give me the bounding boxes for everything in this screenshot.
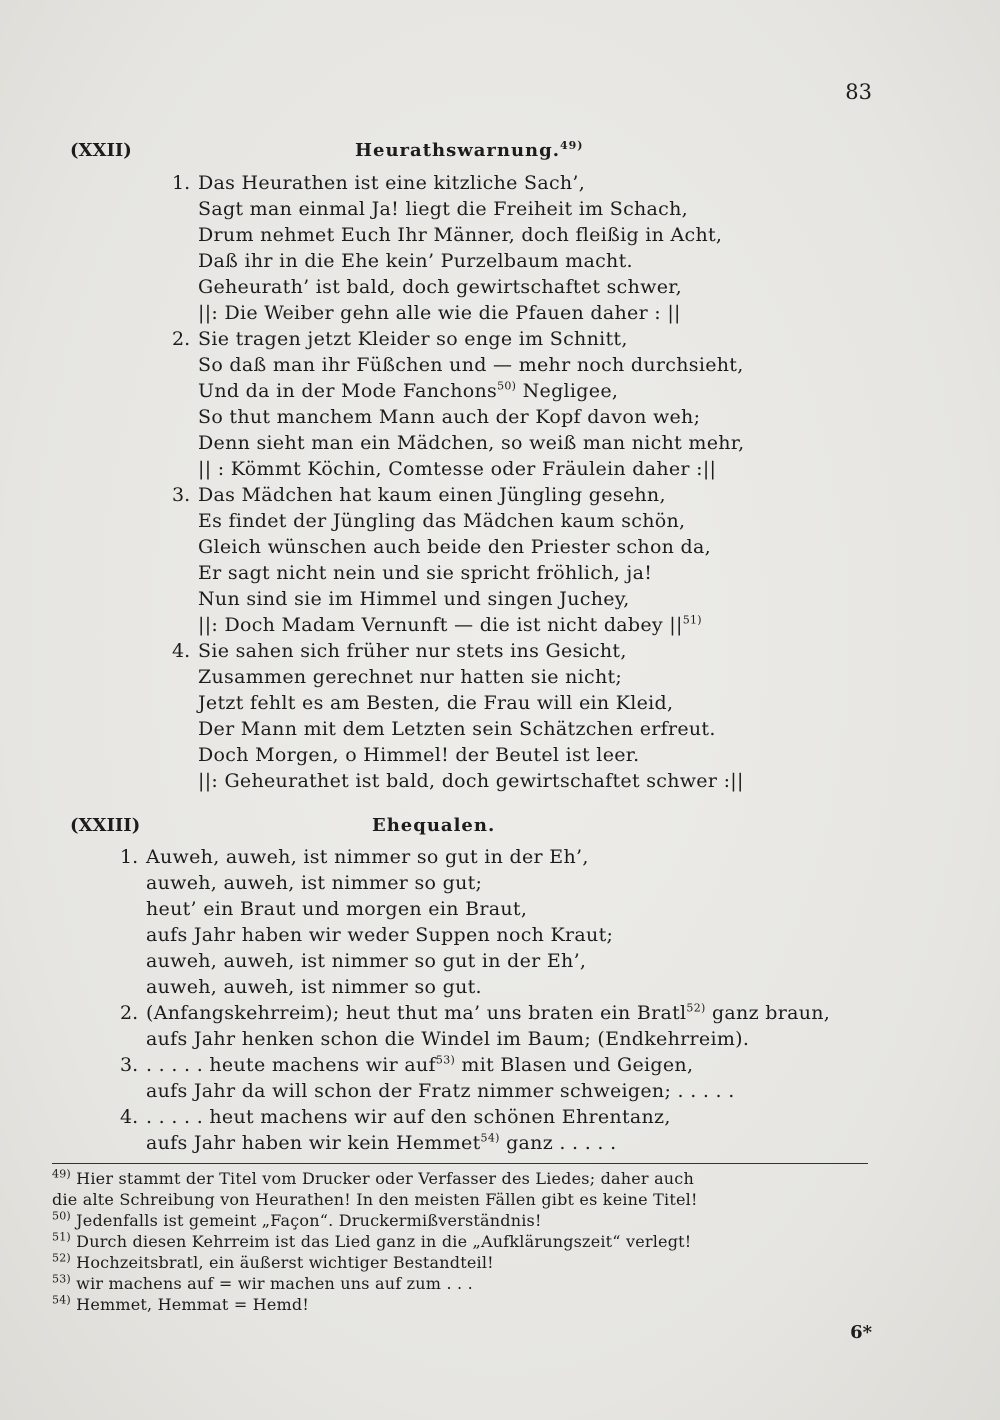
verse-line: Nun sind sie im Himmel und singen Juchey, bbox=[198, 588, 630, 610]
verse-text: ||: Doch Madam Vernunft — die ist nicht dabey || bbox=[198, 614, 683, 636]
footnote-number: 52) bbox=[52, 1251, 71, 1265]
footnote-number: 53) bbox=[52, 1272, 71, 1286]
footnote-number: 49) bbox=[52, 1167, 71, 1181]
footnote bbox=[52, 1168, 694, 1189]
footnote-text: Hemmet, Hemmat = Hemd! bbox=[70, 1295, 309, 1314]
section-number: (XXIII) bbox=[70, 815, 141, 836]
footnote-ref: 54) bbox=[480, 1131, 500, 1145]
footnote-ref: 53) bbox=[435, 1053, 456, 1067]
footnote-number: 50) bbox=[52, 1209, 71, 1223]
verse-line: Sie tragen jetzt Kleider so enge im Schnitt, bbox=[198, 328, 628, 350]
verse-line: ||: Geheurathet ist bald, doch gewirtschaftet schwer :|| bbox=[198, 770, 744, 792]
verse-line: ||: Die Weiber gehn alle wie die Pfauen daher : || bbox=[198, 302, 681, 324]
verse-line: Das Heurathen ist eine kitzliche Sach’, bbox=[198, 172, 586, 194]
verse-text: Negligee, bbox=[516, 380, 619, 402]
verse-line bbox=[146, 1000, 830, 1026]
footnote-text: Jedenfalls ist gemeint „Façon“. Druckermißverständnis! bbox=[70, 1211, 542, 1230]
verse-number: 2. bbox=[172, 328, 191, 350]
verse-line: auweh, auweh, ist nimmer so gut in der Eh’, bbox=[146, 950, 587, 972]
verse-line: || : Kömmt Köchin, Comtesse oder Fräulein daher :|| bbox=[198, 458, 717, 480]
verse-text: mit Blasen und Geigen, bbox=[455, 1054, 694, 1076]
verse-line: Jetzt fehlt es am Besten, die Frau will ein Kleid, bbox=[198, 692, 674, 714]
footnote-text: wir machens auf = wir machen uns auf zum . . . bbox=[70, 1274, 473, 1293]
verse-number: 1. bbox=[172, 172, 191, 194]
footnote-ref: 51) bbox=[682, 613, 702, 627]
verse-line: aufs Jahr haben wir weder Suppen noch Kraut; bbox=[146, 924, 614, 946]
footnote bbox=[52, 1231, 691, 1252]
verse-line: Drum nehmet Euch Ihr Männer, doch fleißig in Acht, bbox=[198, 224, 723, 246]
footnote bbox=[52, 1210, 542, 1231]
section-number: (XXII) bbox=[70, 140, 132, 161]
footnote bbox=[52, 1189, 698, 1210]
verse-line: Er sagt nicht nein und sie spricht fröhlich, ja! bbox=[198, 562, 653, 584]
verse-line: Daß ihr in die Ehe kein’ Purzelbaum macht. bbox=[198, 250, 633, 272]
verse-line: Gleich wünschen auch beide den Priester schon da, bbox=[198, 536, 711, 558]
verse-number: 4. bbox=[120, 1106, 139, 1128]
verse-line: Geheurath’ ist bald, doch gewirtschaftet schwer, bbox=[198, 276, 682, 298]
verse-number: 3. bbox=[120, 1054, 139, 1076]
verse-line: Das Mädchen hat kaum einen Jüngling gesehn, bbox=[198, 484, 666, 506]
footnote-ref: 52) bbox=[686, 1001, 706, 1015]
verse-line: Sagt man einmal Ja! liegt die Freiheit im Schach, bbox=[198, 198, 688, 220]
footnote-text: Hochzeitsbratl, ein äußerst wichtiger Bestandteil! bbox=[70, 1253, 494, 1272]
verse-text: ganz . . . . . bbox=[499, 1132, 617, 1154]
signature-mark: 6* bbox=[850, 1322, 872, 1343]
verse-line bbox=[198, 612, 702, 638]
verse-text: (Anfangskehrreim); heut thut ma’ uns braten ein Bratl bbox=[146, 1002, 687, 1024]
section-title: Ehequalen. bbox=[372, 815, 496, 836]
verse-line: Der Mann mit dem Letzten sein Schätzchen erfreut. bbox=[198, 718, 716, 740]
footnote-ref: 50) bbox=[497, 379, 517, 393]
verse-text: . . . . . heute machens wir auf bbox=[146, 1054, 436, 1076]
verse-line: So thut manchem Mann auch der Kopf davon weh; bbox=[198, 406, 701, 428]
footnote-number: 51) bbox=[52, 1230, 71, 1244]
verse-number: 2. bbox=[120, 1002, 139, 1024]
verse-line: aufs Jahr da will schon der Fratz nimmer schweigen; . . . . . bbox=[146, 1080, 735, 1102]
verse-line: Auweh, auweh, ist nimmer so gut in der Eh’, bbox=[146, 846, 589, 868]
footnote bbox=[52, 1294, 309, 1315]
verse-line: . . . . . heut machens wir auf den schönen Ehrentanz, bbox=[146, 1106, 671, 1128]
footnote bbox=[52, 1273, 473, 1294]
verse-number: 1. bbox=[120, 846, 139, 868]
verse-line: Es findet der Jüngling das Mädchen kaum schön, bbox=[198, 510, 686, 532]
verse-line bbox=[146, 1052, 693, 1078]
verse-line: Doch Morgen, o Himmel! der Beutel ist leer. bbox=[198, 744, 640, 766]
verse-line bbox=[146, 1130, 616, 1156]
verse-line: So daß man ihr Füßchen und — mehr noch durchsieht, bbox=[198, 354, 744, 376]
verse-line: auweh, auweh, ist nimmer so gut. bbox=[146, 976, 482, 998]
verse-number: 3. bbox=[172, 484, 191, 506]
footnote-text: Hier stammt der Titel vom Drucker oder Verfasser des Liedes; daher auch bbox=[70, 1169, 694, 1188]
verse-line: aufs Jahr henken schon die Windel im Baum; (Endkehrreim). bbox=[146, 1028, 750, 1050]
verse-line bbox=[198, 378, 618, 404]
page-number: 83 bbox=[845, 80, 872, 104]
footnote-divider bbox=[52, 1163, 868, 1164]
section-title bbox=[355, 140, 584, 161]
verse-line: auweh, auweh, ist nimmer so gut; bbox=[146, 872, 483, 894]
verse-line: Zusammen gerechnet nur hatten sie nicht; bbox=[198, 666, 623, 688]
verse-line: heut’ ein Braut und morgen ein Braut, bbox=[146, 898, 528, 920]
section-title-text: Heurathswarnung. bbox=[355, 140, 560, 161]
verse-text: aufs Jahr haben wir kein Hemmet bbox=[146, 1132, 481, 1154]
verse-number: 4. bbox=[172, 640, 191, 662]
verse-line: Denn sieht man ein Mädchen, so weiß man nicht mehr, bbox=[198, 432, 745, 454]
verse-text: ganz braun, bbox=[705, 1002, 831, 1024]
footnote-number: 54) bbox=[52, 1293, 71, 1307]
footnote-text: die alte Schreibung von Heurathen! In den meisten Fällen gibt es keine Titel! bbox=[52, 1190, 698, 1209]
footnote-text: Durch diesen Kehrreim ist das Lied ganz in die „Aufklärungszeit“ verlegt! bbox=[70, 1232, 692, 1251]
footnote bbox=[52, 1252, 494, 1273]
verse-line: Sie sahen sich früher nur stets ins Gesicht, bbox=[198, 640, 627, 662]
footnote-ref: 49) bbox=[559, 139, 584, 152]
verse-text: Und da in der Mode Fanchons bbox=[198, 380, 498, 402]
